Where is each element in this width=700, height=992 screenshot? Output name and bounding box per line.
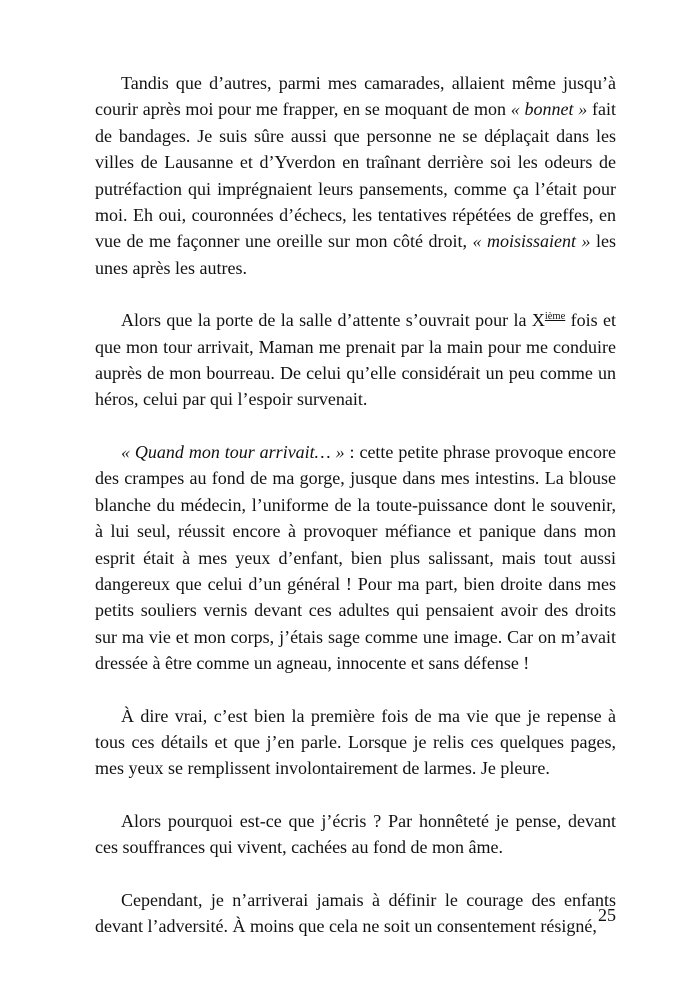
italic-text: « bonnet » — [510, 99, 588, 120]
paragraph — [95, 887, 616, 940]
text-run: fois et que mon tour arrivait, Maman me prenait par la main pour me conduire auprès de mon bourreau. De celui qu’elle considérait un peu comme un héros, celui par qui l’espoir survenait. — [95, 310, 616, 410]
paragraph — [95, 439, 616, 677]
text-run: Alors pourquoi est-ce que j’écris ? Par honnêteté je pense, devant ces souffrances qui vivent, cachées au fond de mon âme. — [95, 810, 616, 858]
italic-text: « Quand mon tour arrivait… » — [121, 441, 345, 462]
text-run: À dire vrai, c’est bien la première fois de ma vie que je repense à tous ces détails et que j’en parle. Lorsque je relis ces quelques pages, mes yeux se remplissent involontairement de larmes. Je pleure. — [95, 705, 616, 779]
text-run: Tandis que d’autres, parmi mes camarades, allaient même jusqu’à courir après moi pour me frapper, en se moquant de mon — [95, 73, 616, 120]
page-number: 25 — [598, 905, 616, 925]
text-run: : cette petite phrase provoque encore des crampes au fond de ma gorge, jusque dans mes intestins. La blouse blanche du médecin, l’uniforme de la toute-puissance dont le souvenir, à lui seul, réussit encore à provoquer méfiance et panique dans mon esprit était à mes yeux d’enfant, bien plus salissant, mais tout aussi dangereux que celui d’un général ! Pour ma part, bien droite dans mes petits souliers vernis devant ces adultes qui pensaient avoir des droits sur ma vie et mon corps, j’étais sage comme une image. Car on m’avait dressée à être comme un agneau, innocente et sans défense ! — [95, 441, 616, 674]
text-run: Cependant, je n’arriverai jamais à définir le courage des enfants devant l’adversité. À moins que cela ne soit un consentement résigné, — [95, 889, 616, 936]
paragraph — [95, 703, 616, 782]
body-text — [95, 70, 616, 965]
paragraph — [95, 808, 616, 861]
text-run: les unes après les autres. — [95, 231, 616, 278]
paragraph — [95, 307, 616, 413]
italic-text: « moisissaient » — [472, 231, 591, 252]
text-run: Alors que la porte de la salle d’attente s’ouvrait pour la X — [121, 310, 545, 331]
text-run: fait de bandages. Je suis sûre aussi que personne ne se déplaçait dans les villes de Lausanne et d’Yverdon en traînant derrière soi les odeurs de putréfaction qui imprégnaient leurs pansements, comme ça l’était pour moi. Eh oui, couronnées d’échecs, les tentatives répétées de greffes, en vue de me façonner une oreille sur mon côté droit, — [95, 99, 616, 252]
paragraph — [95, 70, 616, 281]
superscript-text: ième — [544, 311, 566, 323]
